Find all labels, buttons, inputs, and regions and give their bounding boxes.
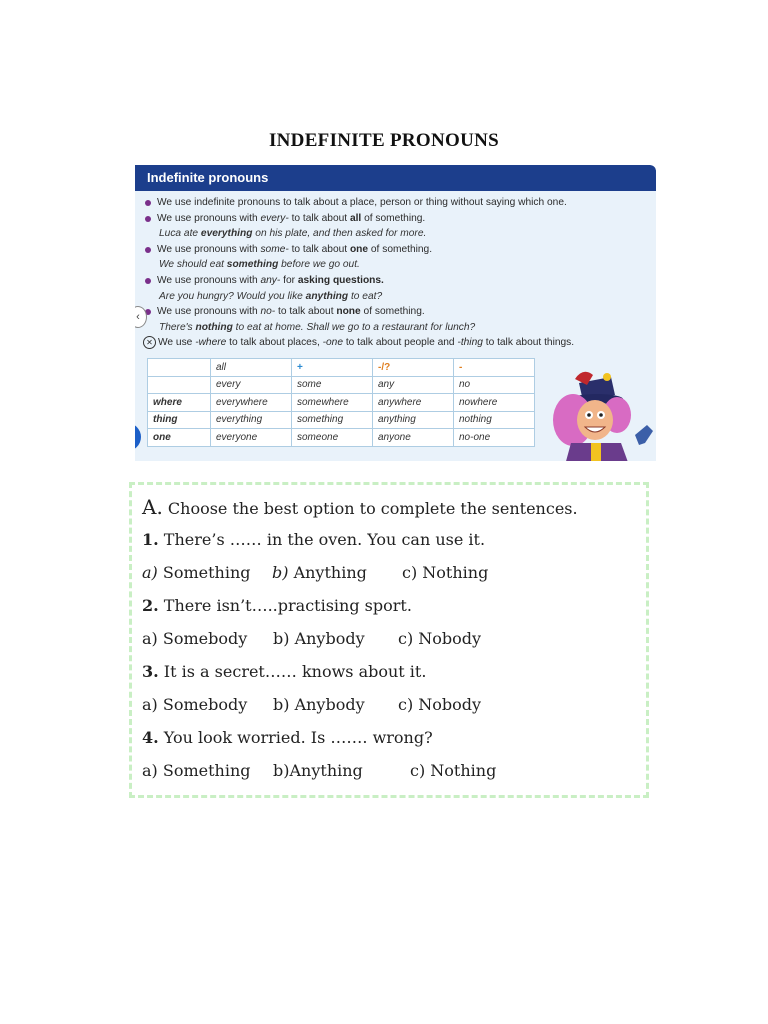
text-run: We use pronouns with <box>157 306 261 318</box>
option-text: Anything <box>288 563 367 582</box>
table-cell <box>211 376 292 394</box>
table-cell <box>211 429 292 447</box>
grammar-rule <box>135 242 656 258</box>
question-3 <box>142 662 426 681</box>
table-cell <box>148 376 211 394</box>
option-text: Nothing <box>417 563 489 582</box>
text-run: of something. <box>360 306 425 318</box>
answer-option[interactable] <box>398 695 481 714</box>
table-cell-text: everywhere <box>216 396 268 408</box>
question-number: 2. <box>142 596 159 615</box>
options-row <box>142 563 622 585</box>
text-run: We use pronouns with <box>157 212 261 224</box>
table-cell-text: anywhere <box>378 396 422 408</box>
table-cell <box>292 359 373 377</box>
text-run: Are you hungry? Would you like <box>159 290 306 302</box>
text-run: none <box>336 306 361 318</box>
text-run: Luca ate <box>159 228 201 240</box>
textbook-excerpt <box>135 165 656 461</box>
option-label: c) <box>410 761 426 780</box>
table-cell-text: any <box>378 379 395 391</box>
text-run: We use <box>158 337 196 348</box>
grammar-rule <box>135 273 656 289</box>
text-run: to talk about people and <box>343 337 458 348</box>
text-run: some- <box>260 243 289 255</box>
text-run: -one <box>322 337 343 348</box>
option-label: b) <box>273 695 290 714</box>
question-number: 4. <box>142 728 159 747</box>
option-label: b) <box>272 563 289 582</box>
grammar-example <box>135 226 656 242</box>
bullet-icon <box>145 247 151 253</box>
text-run: to talk about places, <box>226 337 323 348</box>
option-label: a) <box>142 563 158 582</box>
grammar-rule <box>135 304 656 320</box>
answer-option[interactable] <box>273 761 363 780</box>
answer-option[interactable] <box>142 761 251 780</box>
question-4 <box>142 728 433 747</box>
option-text: Something <box>157 563 251 582</box>
bullet-icon <box>145 216 151 222</box>
text-run: We use indefinite pronouns to talk about a place, person or thing without saying which one. <box>157 197 567 208</box>
text-run: to talk about <box>288 243 350 255</box>
textbook-header: Indefinite pronouns <box>135 165 656 191</box>
text-run: -where <box>195 337 227 348</box>
text-run: nothing <box>195 321 233 333</box>
exercise-box <box>129 482 649 798</box>
option-text: Somebody <box>157 695 248 714</box>
answer-option[interactable] <box>142 629 247 648</box>
question-number: 3. <box>142 662 159 681</box>
table-cell-text: - <box>459 361 463 373</box>
table-cell <box>373 394 454 412</box>
answer-option[interactable] <box>273 695 365 714</box>
table-cell <box>454 429 535 447</box>
text-run: before we go out. <box>278 259 360 271</box>
question-1 <box>142 530 485 549</box>
page-tab-marker <box>135 423 141 451</box>
answer-option[interactable] <box>142 695 247 714</box>
text-run: There's <box>159 321 196 333</box>
text-run: We use pronouns with <box>157 243 261 255</box>
text-run: anything <box>305 290 349 302</box>
option-text: Anybody <box>289 629 365 648</box>
table-cell <box>454 411 535 429</box>
table-cell <box>373 429 454 447</box>
text-run: on his plate, and then asked for more. <box>252 228 427 240</box>
table-cell <box>292 394 373 412</box>
question-2 <box>142 596 412 615</box>
exercise-instruction <box>142 495 578 519</box>
answer-option[interactable] <box>272 563 367 582</box>
option-label: a) <box>142 695 158 714</box>
table-cell-text: somewhere <box>297 396 349 408</box>
table-cell-text: nothing <box>459 414 492 426</box>
table-cell <box>211 411 292 429</box>
grammar-rule <box>135 211 656 227</box>
table-row <box>148 359 535 377</box>
circle-icon: ✕ <box>143 336 156 349</box>
table-row <box>148 429 535 447</box>
text-run: every- <box>260 212 289 224</box>
grammar-example <box>135 289 656 305</box>
text-run: everything <box>200 228 253 240</box>
cartoon-character-illustration <box>535 365 656 461</box>
text-run: any- <box>260 274 281 286</box>
option-text: Anything <box>289 761 363 780</box>
table-cell <box>292 411 373 429</box>
text-run: to eat? <box>348 290 383 302</box>
option-label: c) <box>398 695 414 714</box>
table-cell-text: thing <box>153 414 178 426</box>
table-cell-text: nowhere <box>459 396 498 408</box>
table-cell <box>211 394 292 412</box>
grammar-note <box>143 336 574 349</box>
text-run: to talk about things. <box>482 337 575 348</box>
text-run: asking questions. <box>297 274 384 286</box>
table-row <box>148 394 535 412</box>
table-cell <box>454 359 535 377</box>
text-run: something <box>226 259 279 271</box>
option-label: a) <box>142 761 158 780</box>
table-cell-text: anything <box>378 414 416 426</box>
option-text: Nobody <box>413 695 482 714</box>
table-cell <box>211 359 292 377</box>
text-run: one <box>349 243 369 255</box>
text-run: of something. <box>361 212 426 224</box>
options-row <box>142 629 622 651</box>
options-row <box>142 695 622 717</box>
text-run: no- <box>260 306 276 318</box>
text-run: all <box>349 212 362 224</box>
bullet-icon <box>145 278 151 284</box>
table-cell-text: everyone <box>216 431 258 443</box>
chevron-left-icon: ‹ <box>135 306 147 328</box>
grammar-example <box>135 257 656 273</box>
answer-option[interactable] <box>402 563 488 582</box>
question-text: There’s …… in the oven. You can use it. <box>163 530 486 549</box>
option-text: Something <box>157 761 251 780</box>
grammar-example <box>135 320 656 336</box>
answer-option[interactable] <box>273 629 365 648</box>
options-row <box>142 761 622 783</box>
grammar-rules <box>135 195 656 335</box>
exercise-letter: A. <box>142 495 163 519</box>
answer-option[interactable] <box>398 629 481 648</box>
question-number: 1. <box>142 530 159 549</box>
table-cell <box>373 359 454 377</box>
table-cell-text: one <box>153 431 171 443</box>
option-label: c) <box>398 629 414 648</box>
option-label: c) <box>402 563 418 582</box>
table-row <box>148 411 535 429</box>
page-title: INDEFINITE PRONOUNS <box>268 130 500 151</box>
question-text: There isn’t…..practising sport. <box>163 596 412 615</box>
answer-option[interactable] <box>142 563 251 582</box>
table-row <box>148 376 535 394</box>
table-cell-text: all <box>216 361 227 373</box>
table-cell-text: someone <box>297 431 339 443</box>
option-label: a) <box>142 629 158 648</box>
table-cell-text: no-one <box>459 431 491 443</box>
text-run: of something. <box>368 243 433 255</box>
option-text: Nobody <box>413 629 482 648</box>
table-cell-text: something <box>297 414 344 426</box>
answer-option[interactable] <box>410 761 496 780</box>
text-run: to eat at home. Shall we go to a restaurant for lunch? <box>232 321 476 333</box>
table-cell <box>148 359 211 377</box>
instruction-text: Choose the best option to complete the sentences. <box>167 499 578 518</box>
table-cell-text: some <box>297 379 322 391</box>
table-cell <box>373 411 454 429</box>
question-text: You look worried. Is ……. wrong? <box>163 728 433 747</box>
bullet-icon <box>145 200 151 206</box>
table-cell-text: no <box>459 379 471 391</box>
table-cell <box>373 376 454 394</box>
option-label: b) <box>273 761 290 780</box>
table-cell <box>454 376 535 394</box>
text-run: for <box>280 274 298 286</box>
table-cell-text: anyone <box>378 431 411 443</box>
option-text: Anybody <box>289 695 365 714</box>
text-run: to talk about <box>288 212 350 224</box>
option-label: b) <box>273 629 290 648</box>
text-run: We should eat <box>159 259 227 271</box>
table-cell <box>148 394 211 412</box>
table-cell <box>292 429 373 447</box>
text-run: -thing <box>457 337 483 348</box>
option-text: Somebody <box>157 629 248 648</box>
table-cell <box>148 429 211 447</box>
question-text: It is a secret…… knows about it. <box>163 662 427 681</box>
table-cell-text: + <box>297 361 303 373</box>
pronoun-table <box>147 358 535 447</box>
text-run: to talk about <box>275 306 337 318</box>
table-cell <box>292 376 373 394</box>
table-cell-text: everything <box>216 414 263 426</box>
table-cell-text: every <box>216 379 241 391</box>
table-cell-text: where <box>153 396 182 408</box>
grammar-rule <box>135 195 656 211</box>
table-cell-text: -/? <box>378 361 391 373</box>
table-cell <box>148 411 211 429</box>
text-run: We use pronouns with <box>157 274 261 286</box>
table-cell <box>454 394 535 412</box>
option-text: Nothing <box>425 761 497 780</box>
